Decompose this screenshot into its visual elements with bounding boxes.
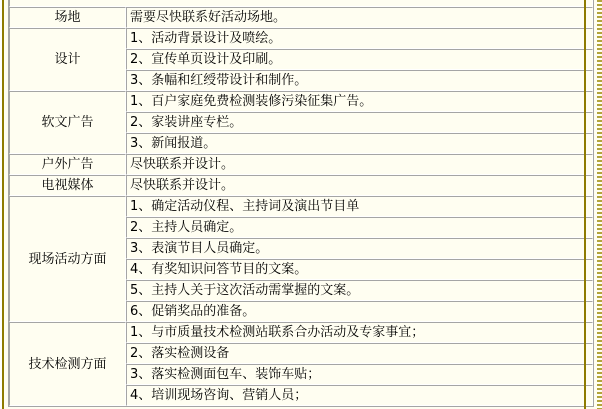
category-cell: 场地 bbox=[9, 7, 126, 28]
table-row bbox=[9, 196, 593, 217]
task-cell: 6、促销奖品的准备。 bbox=[126, 301, 593, 322]
task-cell: 需要尽快联系好活动场地。 bbox=[126, 7, 593, 28]
cut-off-row bbox=[9, 0, 593, 7]
table-row bbox=[9, 175, 593, 196]
category-cell: 技术检测方面 bbox=[9, 322, 126, 406]
category-cell: 软文广告 bbox=[9, 91, 126, 154]
task-cell: 4、有奖知识问答节目的文案。 bbox=[126, 259, 593, 280]
task-cell: 3、表演节目人员确定。 bbox=[126, 238, 593, 259]
dotted-edge-texture bbox=[597, 0, 602, 409]
task-cell: 1、确定活动仪程、主持词及演出节目单 bbox=[126, 196, 593, 217]
task-cell: 尽快联系并设计。 bbox=[126, 154, 593, 175]
plan-table bbox=[8, 0, 594, 407]
task-cell: 尽快联系并设计。 bbox=[126, 175, 593, 196]
table-row bbox=[9, 91, 593, 112]
table-row bbox=[9, 322, 593, 343]
task-cell: 2、主持人员确定。 bbox=[126, 217, 593, 238]
task-cell: 1、百户家庭免费检测装修污染征集广告。 bbox=[126, 91, 593, 112]
task-cell: 4、培训现场咨询、营销人员； bbox=[126, 385, 593, 406]
task-cell: 3、条幅和红绶带设计和制作。 bbox=[126, 70, 593, 91]
task-cell: 5、主持人关于这次活动需掌握的文案。 bbox=[126, 280, 593, 301]
category-cell: 户外广告 bbox=[9, 154, 126, 175]
page-border-left-line bbox=[2, 0, 4, 409]
task-cell: 3、新闻报道。 bbox=[126, 133, 593, 154]
task-cell: 1、与市质量技术检测站联系合办活动及专家事宜； bbox=[126, 322, 593, 343]
table-row bbox=[9, 28, 593, 49]
task-cell: 2、落实检测设备 bbox=[126, 343, 593, 364]
category-cell: 现场活动方面 bbox=[9, 196, 126, 322]
cut-off-cell bbox=[9, 0, 593, 7]
category-cell: 设计 bbox=[9, 28, 126, 91]
task-cell: 3、落实检测面包车、装饰车贴； bbox=[126, 364, 593, 385]
task-cell: 1、活动背景设计及喷绘。 bbox=[126, 28, 593, 49]
table-row bbox=[9, 154, 593, 175]
table-row bbox=[9, 7, 593, 28]
task-cell: 2、家装讲座专栏。 bbox=[126, 112, 593, 133]
category-cell: 电视媒体 bbox=[9, 175, 126, 196]
page-border-right-line bbox=[584, 0, 586, 409]
task-cell: 2、宣传单页设计及印刷。 bbox=[126, 49, 593, 70]
